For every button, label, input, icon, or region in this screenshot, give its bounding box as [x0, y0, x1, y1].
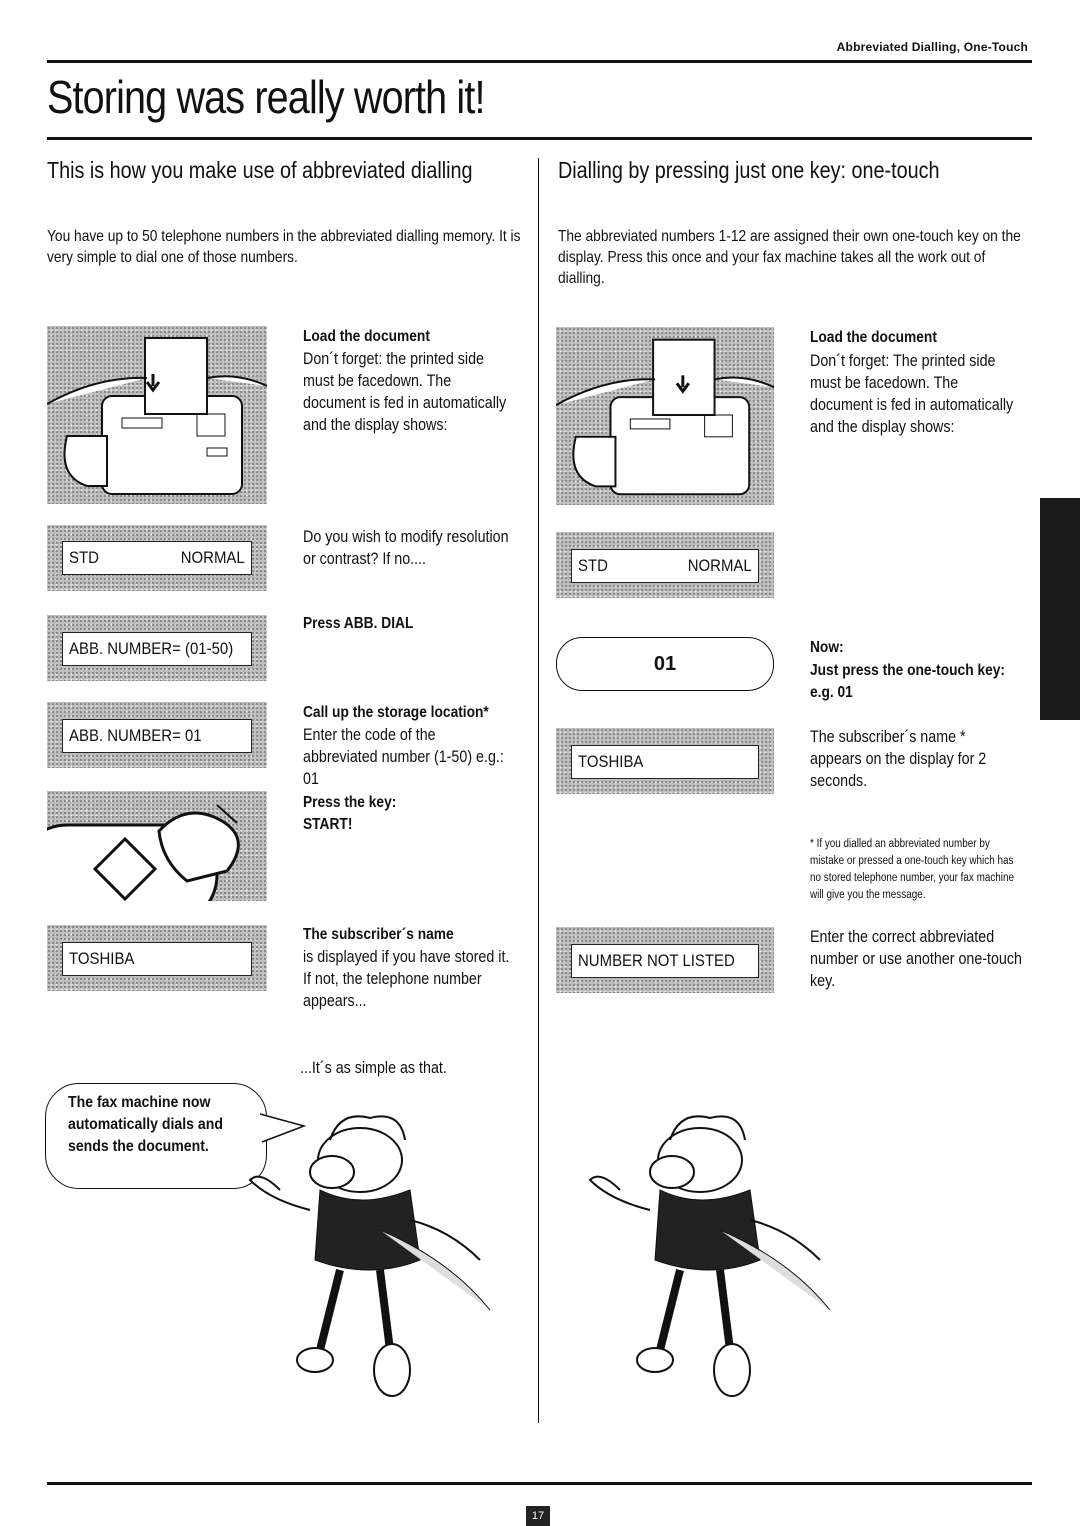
left-step1-text: Don´t forget: the printed side must be facedown. The document is fed in automatically and the display shows: [303, 349, 507, 434]
fax-machine-icon [47, 326, 267, 504]
start-key-illustration [47, 791, 267, 901]
footer-rule [47, 1482, 1032, 1485]
display-toshiba [62, 942, 252, 976]
display-abb-01 [62, 719, 252, 753]
display-not-listed-text: NUMBER NOT LISTED [578, 951, 735, 970]
right-footnote: * If you dialled an abbreviated number by mistake or pressed a one-touch key which has no stored telephone number, your fax machine will give you the message. [810, 838, 1014, 901]
start-key-icon [47, 791, 267, 901]
fax-loading-illustration-right [556, 327, 774, 505]
left-step4-head: Call up the storage location* [303, 704, 489, 721]
mascot-illustration-right [560, 1110, 860, 1410]
fax-machine-icon [556, 327, 774, 505]
header-rule [47, 60, 1032, 63]
left-step1-head: Load the document [303, 328, 430, 345]
fax-loading-illustration [47, 326, 267, 504]
display-toshiba-text: TOSHIBA [69, 949, 135, 968]
left-step4-text: Enter the code of the abbreviated number (1-50) e.g.: 01 [303, 725, 504, 788]
right-step2-head: Now: [810, 639, 844, 656]
left-step5-head2: START! [303, 816, 353, 833]
left-step5-head: Press the key: [303, 794, 397, 811]
display-toshiba-right [571, 745, 759, 779]
display-std-label: STD [578, 556, 608, 575]
display-normal-label: NORMAL [180, 548, 245, 567]
display-abb-range-text: ABB. NUMBER= (01-50) [69, 639, 234, 658]
one-touch-key-label: 01 [653, 652, 677, 675]
display-abb-range [62, 632, 252, 666]
right-intro: The abbreviated numbers 1-12 are assigned their own one-touch key on the display. Press this once and your fax machine takes all the work out of dialling. [558, 228, 1021, 287]
display-not-listed [571, 944, 759, 978]
display-std-normal [62, 541, 252, 575]
right-section-title: Dialling by pressing just one key: one-touch [558, 157, 940, 183]
display-toshiba-text: TOSHIBA [578, 752, 644, 771]
display-std-label: STD [69, 548, 99, 567]
right-step1-head: Load the document [810, 329, 937, 346]
right-step2-head2: Just press the one-touch key: e.g. 01 [810, 662, 1005, 701]
section-label: Abbreviated Dialling, One-Touch [836, 40, 1028, 54]
one-touch-key-01[interactable] [556, 637, 774, 691]
right-step4-text: Enter the correct abbreviated number or use another one-touch key. [810, 927, 1022, 990]
left-section-title: This is how you make use of abbreviated dialling [47, 157, 473, 183]
left-step6-text: is displayed if you have stored it. If not, the telephone number appears... [303, 947, 510, 1010]
left-step6-head: The subscriber´s name [303, 926, 454, 943]
display-abb-01-text: ABB. NUMBER= 01 [69, 726, 202, 745]
title-rule [47, 137, 1032, 140]
left-step2-text: Do you wish to modify resolution or contrast? If no.... [303, 527, 509, 568]
left-step3-head: Press ABB. DIAL [303, 615, 414, 632]
display-std-normal-right [571, 549, 759, 583]
page-number: 17 [526, 1506, 550, 1526]
page-title: Storing was really worth it! [47, 71, 485, 123]
mascot-illustration-left [220, 1110, 520, 1410]
display-normal-label: NORMAL [687, 556, 752, 575]
left-intro: You have up to 50 telephone numbers in the abbreviated dialling memory. It is very simple to dial one of those numbers. [47, 228, 521, 266]
column-divider [538, 158, 539, 1423]
right-step3-text: The subscriber´s name * appears on the display for 2 seconds. [810, 727, 987, 790]
right-step1-text: Don´t forget: The printed side must be facedown. The document is fed in automatically and the display shows: [810, 351, 1014, 436]
thumb-index-tab [1040, 498, 1080, 720]
speech-bubble-text: The fax machine now automatically dials and sends the document. [68, 1094, 223, 1155]
left-closing: ...It´s as simple as that. [300, 1058, 447, 1077]
